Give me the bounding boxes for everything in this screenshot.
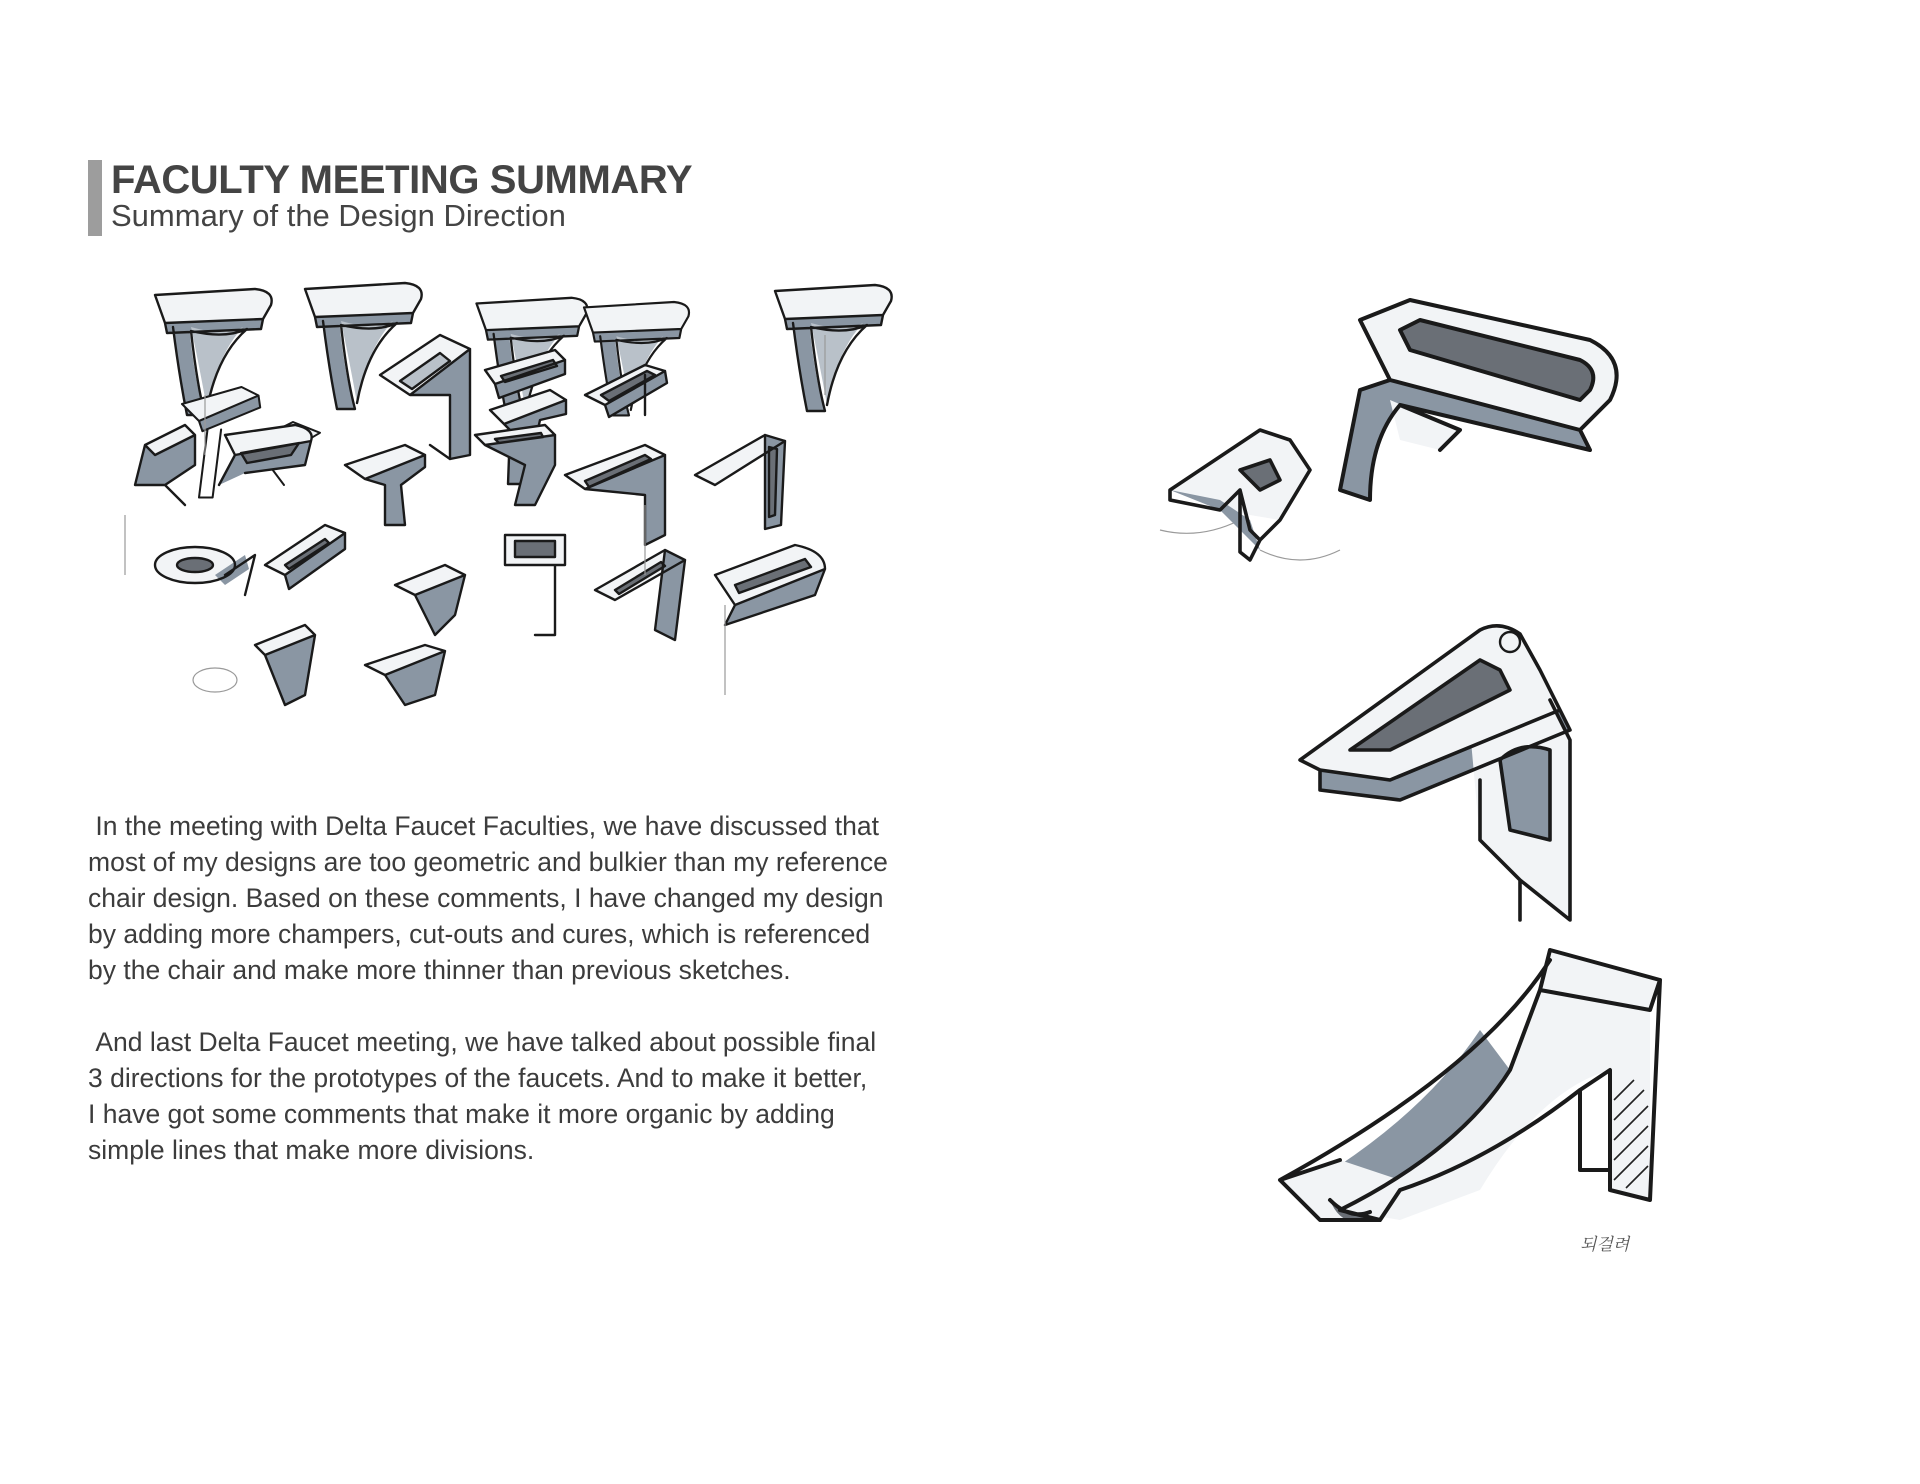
faucet-direction-2 [1300, 620, 1630, 930]
summary-paragraph-1: In the meeting with Delta Faucet Faculties, we have discussed that most of my designs are too geometric and bulkier than my reference chair design. Based on these comments, I have changed my design by adding more champers, cut-outs and cures, which is referenced by the chair and make more thinner than previous sketches. [88, 811, 888, 985]
page-subtitle: Summary of the Design Direction [111, 198, 566, 233]
faucet-direction-1 [1160, 290, 1720, 570]
faucet-direction-3 [1280, 950, 1700, 1260]
faucet-sketch-collection [125, 275, 905, 775]
artist-signature: 되걸려 [1580, 1235, 1630, 1254]
title-accent-bar [88, 160, 102, 236]
page-title: FACULTY MEETING SUMMARY [111, 158, 693, 202]
summary-paragraph-2: And last Delta Faucet meeting, we have talked about possible final 3 directions for the prototypes of the faucets. And to make it better, I have got some comments that make it more organic by adding simple lines that make more divisions. [88, 1027, 877, 1165]
